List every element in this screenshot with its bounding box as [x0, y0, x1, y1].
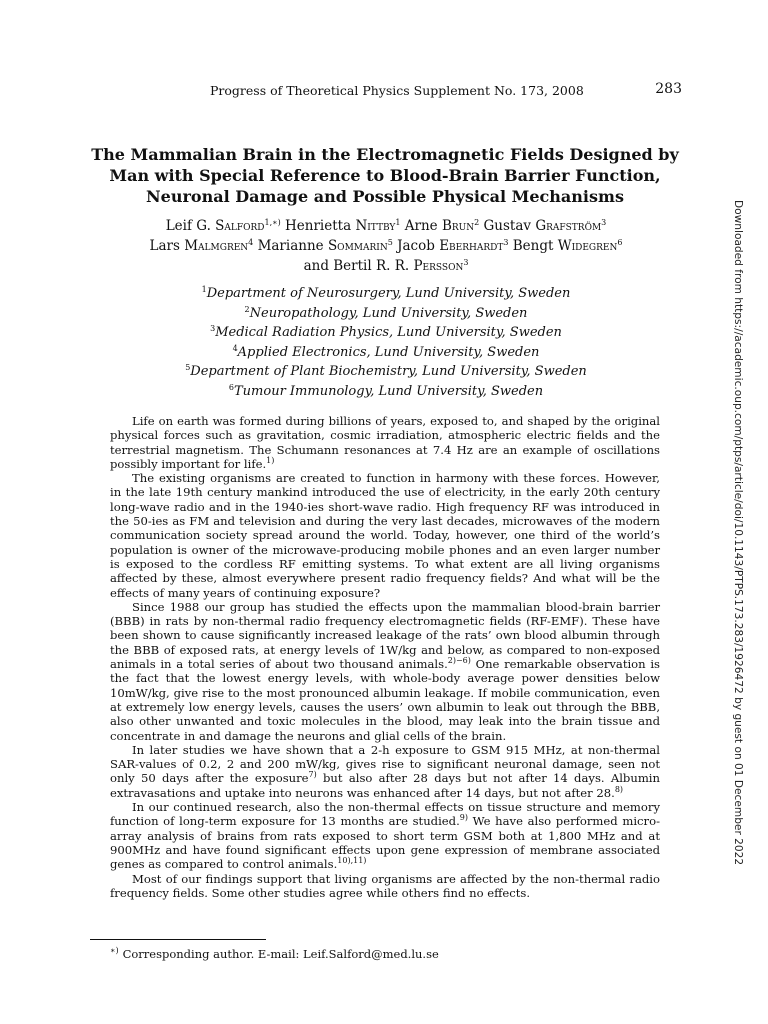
citation-ref: 8): [614, 784, 624, 794]
author-line: [86, 216, 686, 236]
author: Lars Malmgren$^4$: [149, 238, 254, 254]
citation-ref: 7): [308, 770, 317, 780]
abstract: [110, 414, 660, 900]
author-line: [86, 256, 686, 276]
title-line: Man with Special Reference to Blood-Brain Barrier Function,: [109, 166, 661, 185]
page-number: 283: [655, 81, 682, 97]
footnote-text: Corresponding author. E-mail: Leif.Salford@med.lu.se: [122, 947, 439, 961]
abstract-paragraph: Since 1988 our group has studied the effects upon the mammalian blood-brain barrier (BBB) in rats by non-thermal radio frequency electromagnetic fields (RF-EMF). These have been shown to cause significantly increased leakage of the rats’ own blood albumin through the BBB of exposed rats, at energy levels of 1W/kg and below, as compared to non-exposed animals in a total series of about two thousand animals.$^{2)-6)}$ One remarkable observation is the fact that the lowest energy levels, with whole-body average power densities below 10mW/kg, give rise to the most pronounced albumin leakage. If mobile communication, even at extremely low energy levels, causes the users’ own albumin to leak out through the BBB, also other unwanted and toxic molecules in the blood, may leak into the brain tissue and concentrate in and damage the neurons and glial cells of the brain.: [110, 599, 660, 743]
author-line: [86, 236, 686, 256]
author: Marianne Sommarin$^5$: [257, 238, 393, 254]
title-line: The Mammalian Brain in the Electromagnetic Fields Designed by: [91, 145, 679, 164]
paper-title: [80, 144, 690, 207]
journal-citation: Progress of Theoretical Physics Supplement No. 173, 2008: [210, 83, 584, 98]
author: Gustav Grafström$^3$: [483, 218, 607, 234]
author: Jacob Eberhardt$^3$: [397, 238, 509, 254]
affiliation: $^1$Department of Neurosurgery, Lund University, Sweden: [201, 285, 571, 301]
footnote-mark: ∗): [110, 946, 119, 955]
citation-ref: 2)−6): [447, 656, 471, 666]
author: Leif G. Salford$^{1,∗)}$: [165, 218, 281, 234]
affiliation: $^5$Department of Plant Biochemistry, Lund University, Sweden: [185, 363, 587, 379]
citation-ref: 10),11): [337, 856, 367, 866]
abstract-paragraph: Life on earth was formed during billions of years, exposed to, and shaped by the original physical forces such as gravitation, cosmic irradiation, atmospheric electric fields and the terrestrial magnetism. The Schumann resonances at 7.4 Hz are an example of oscillations possibly important for life.$^{1)}$: [110, 414, 660, 471]
author: Arne Brun$^2$: [404, 218, 480, 234]
citation-ref: 1): [266, 455, 275, 465]
author-list: [86, 216, 686, 276]
footnote: [110, 946, 439, 961]
affiliation: $^2$Neuropathology, Lund University, Sweden: [244, 304, 528, 321]
download-notice: Downloaded from https://academic.oup.com/ptps/article/doi/10.1143/PTPS.173.283/1926472 by guest on 01 December 2022: [732, 200, 744, 866]
affiliation: $^3$Medical Radiation Physics, Lund University, Sweden: [210, 324, 562, 340]
footnote-rule: [90, 939, 266, 940]
affiliation-list: [86, 284, 686, 401]
affiliation: $^6$Tumour Immunology, Lund University, Sweden: [228, 382, 544, 399]
citation-ref: 9): [459, 813, 468, 823]
running-head: [90, 83, 682, 101]
abstract-paragraph: In our continued research, also the non-thermal effects on tissue structure and memory function of long-term exposure for 13 months are studied.$^{9)}$ We have also performed micro-array analysis of brains from rats exposed to short term GSM both at 1,800 MHz and at 900MHz and have found significant effects upon gene expression of membrane associated genes as compared to control animals.$^{10),11)}$: [110, 800, 660, 872]
abstract-paragraph: The existing organisms are created to function in harmony with these forces. However, in the late 19th century mankind introduced the use of electricity, in the early 20th century long-wave radio and in the 1940-ies short-wave radio. High frequency RF was introduced in the 50-ies as FM and television and during the very last decades, microwaves of the modern communication society spread around the world. Today, however, one third of the world’s population is owner of the microwave-producing mobile phones and an even larger number is exposed to the cordless RF emitting systems. To what extent are all living organisms affected by these, almost everywhere present radio frequency fields? And what will be the effects of many years of continuing exposure?: [110, 471, 660, 600]
author: Bengt Widegren$^6$: [512, 238, 623, 254]
affiliation: $^4$Applied Electronics, Lund University, Sweden: [232, 343, 540, 360]
author: and Bertil R. R. Persson$^3$: [303, 258, 469, 274]
abstract-paragraph: In later studies we have shown that a 2-h exposure to GSM 915 MHz, at non-thermal SAR-values of 0.2, 2 and 200 mW/kg, gives rise to significant neuronal damage, seen not only 50 days after the exposure$^{7)}$ but also after 28 days but not after 14 days. Albumin extravasations and uptake into neurons was enhanced after 14 days, but not after 28.$^{8)}$: [110, 742, 660, 800]
abstract-paragraph: Most of our findings support that living organisms are affected by the non-thermal radio frequency fields. Some other studies agree while others find no effects.: [110, 871, 660, 900]
title-line: Neuronal Damage and Possible Physical Mechanisms: [146, 187, 624, 206]
author: Henrietta Nittby$^1$: [285, 218, 401, 234]
